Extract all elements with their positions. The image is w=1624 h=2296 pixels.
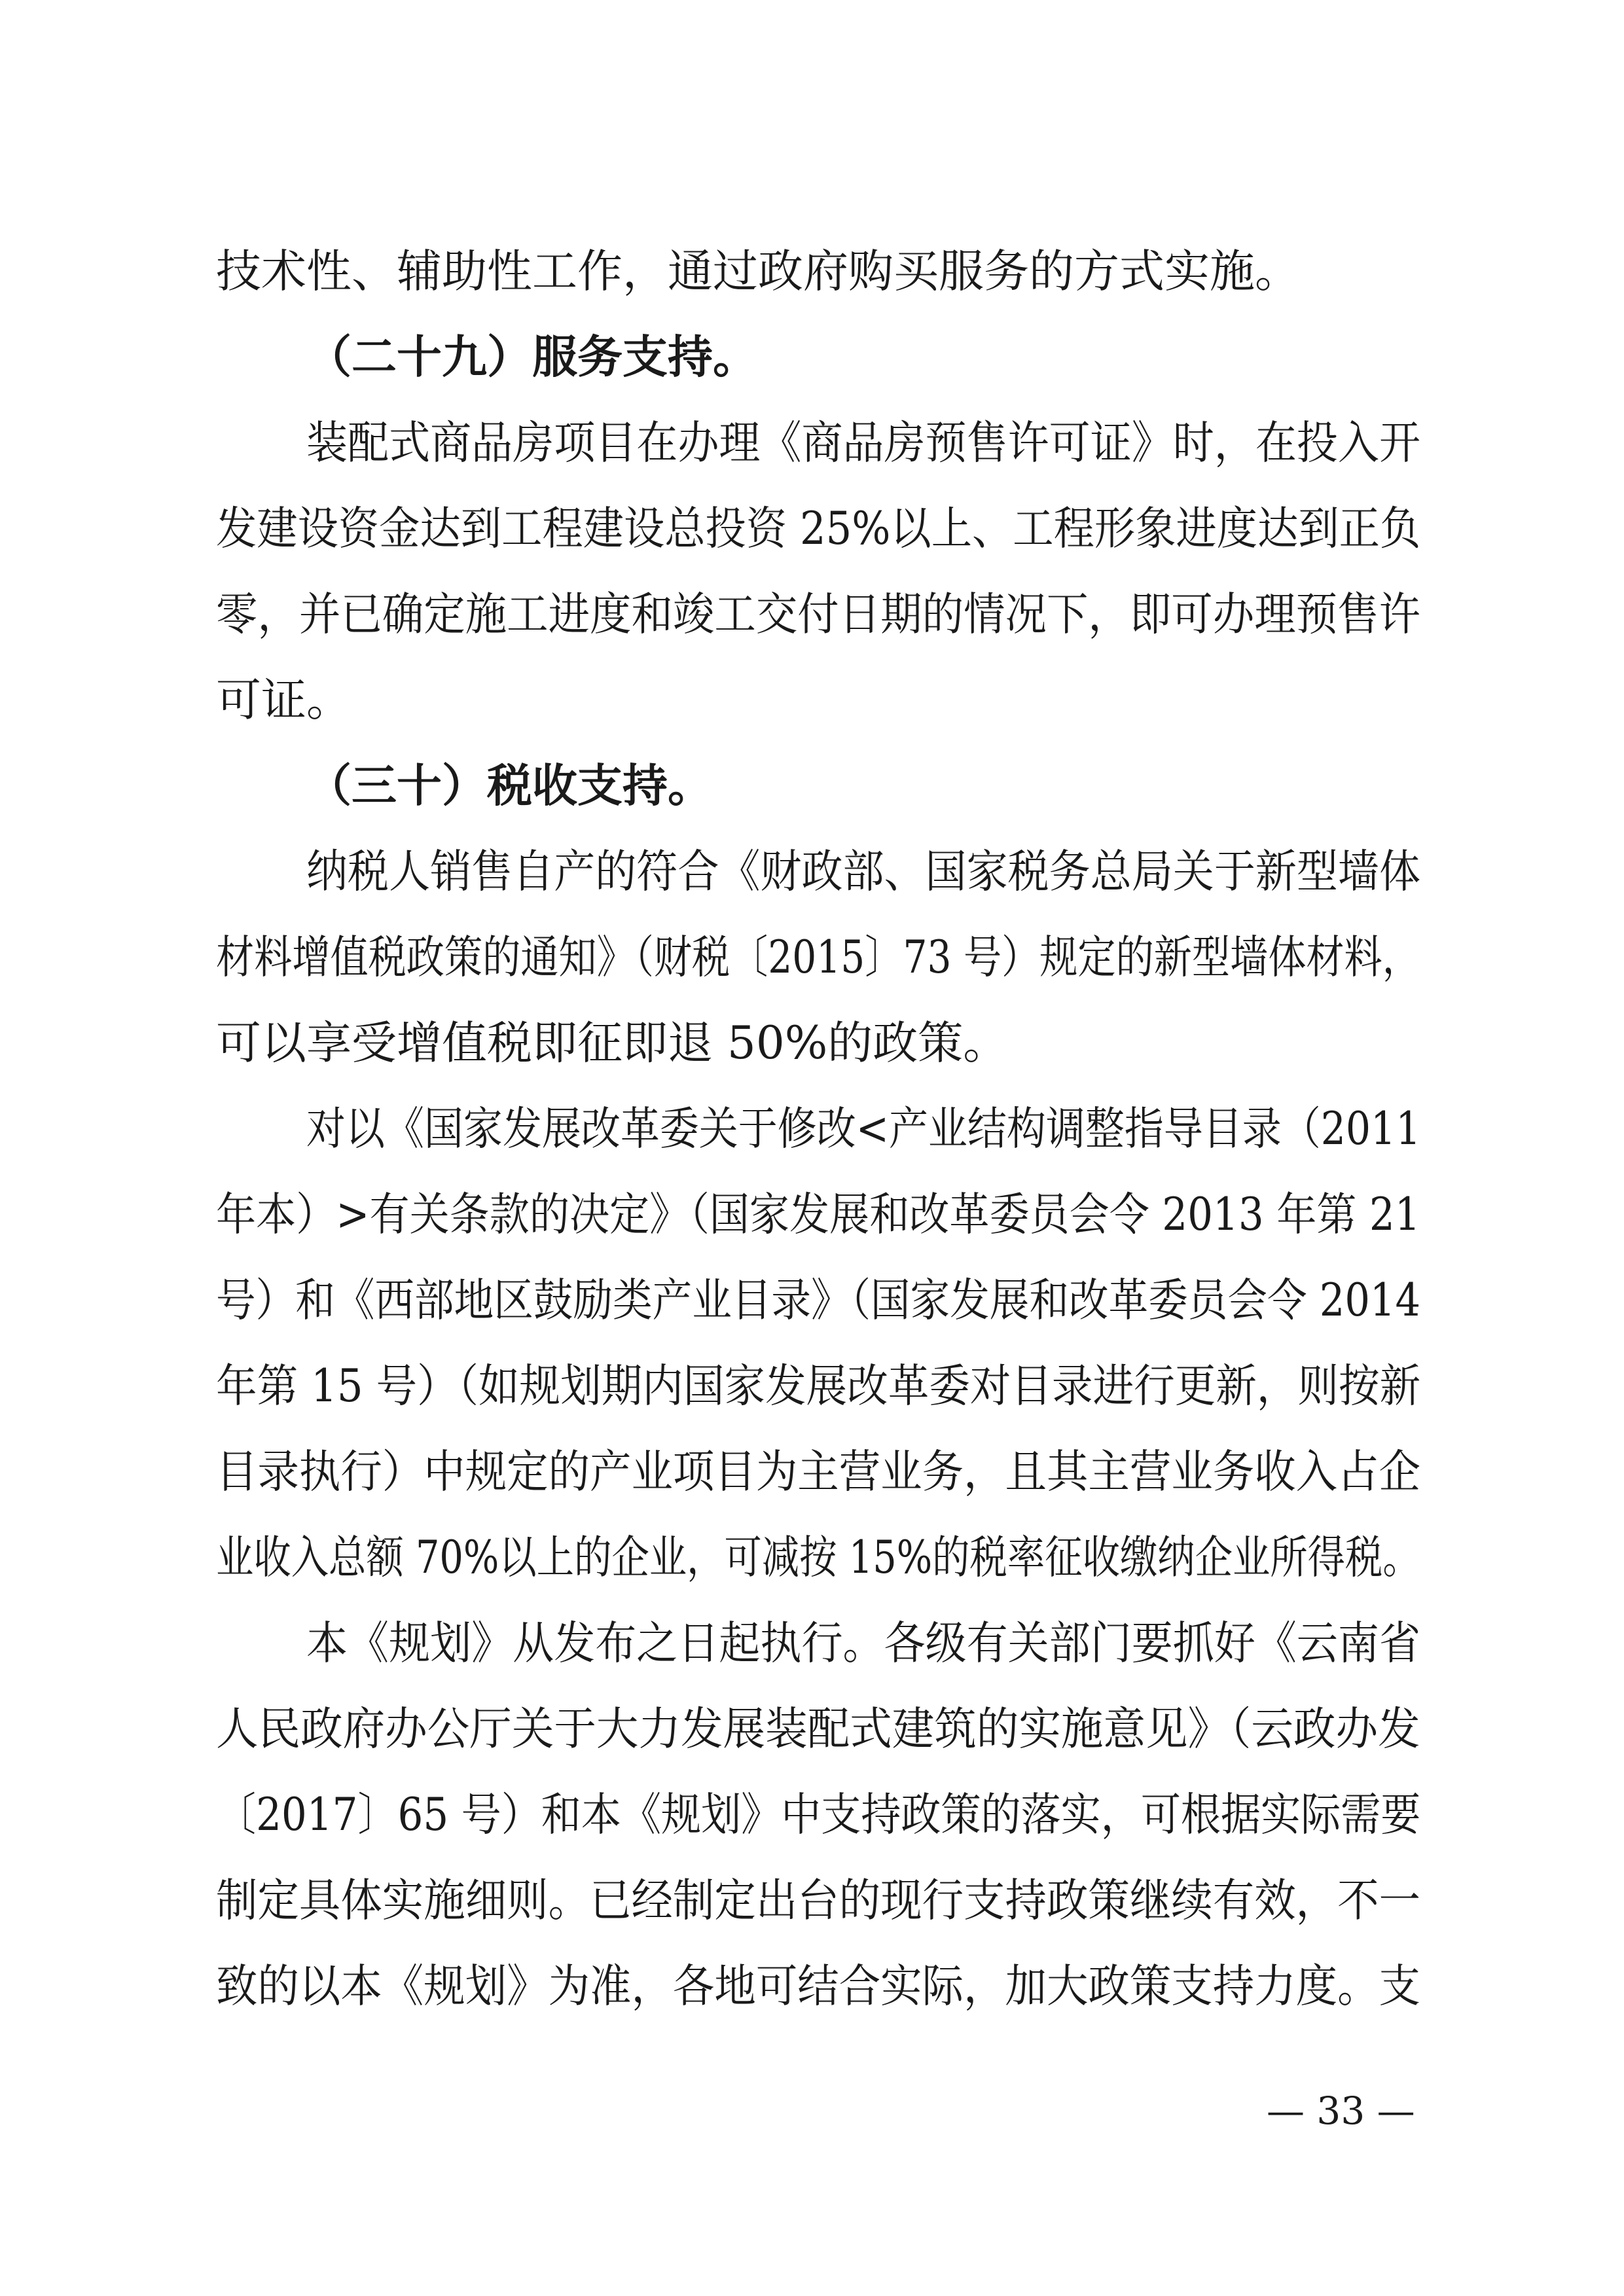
paragraph-line: 目录执行）中规定的产业项目为主营业务，且其主营业务收入占企 [216,1446,1420,1498]
paragraph-line: 零，并已确定施工进度和竣工交付日期的情况下，即可办理预售许 [216,588,1420,641]
paragraph-line: 材料增值税政策的通知》（财税〔2015〕73 号）规定的新型墙体材料， [216,931,1420,984]
paragraph-line: 本《规划》从发布之日起执行。各级有关部门要抓好《云南省 [306,1617,1420,1670]
section-heading: （三十）税收支持。 [306,759,713,812]
page-number: — 33 — [1267,2089,1415,2133]
section-heading: （二十九）服务支持。 [306,331,758,384]
paragraph-line: 可证。 [216,674,352,726]
paragraph-line: 年第 15 号）（如规划期内国家发展改革委对目录进行更新，则按新 [216,1360,1421,1412]
paragraph-line: 可以享受增值税即征即退 50%的政策。 [216,1017,1009,1069]
paragraph-line: 号）和《西部地区鼓励类产业目录》（国家发展和改革委员会令 2014 [216,1274,1421,1327]
paragraph-line: 纳税人销售自产的符合《财政部、国家税务总局关于新型墙体 [306,846,1420,898]
paragraph-line: 人民政府办公厅关于大力发展装配式建筑的实施意见》（云政办发 [216,1703,1420,1755]
paragraph-line: 业收入总额 70%以上的企业，可减按 15%的税率征收缴纳企业所得税。 [216,1532,1420,1584]
paragraph-line: 致的以本《规划》为准，各地可结合实际，加大政策支持力度。支 [216,1960,1420,2013]
paragraph-line: 技术性、辅助性工作，通过政府购买服务的方式实施。 [216,245,1300,298]
paragraph-line: 发建设资金达到工程建设总投资 25%以上、工程形象进度达到正负 [216,503,1421,555]
paragraph-line: 对以《国家发展改革委关于修改<产业结构调整指导目录（2011 [306,1103,1421,1155]
paragraph-line: 制定具体实施细则。已经制定出台的现行支持政策继续有效，不一 [216,1874,1420,1927]
paragraph-line: 〔2017〕65 号）和本《规划》中支持政策的落实，可根据实际需要 [216,1789,1421,1841]
paragraph-line: 年本）>有关条款的决定》（国家发展和改革委员会令 2013 年第 21 [216,1189,1420,1241]
paragraph-line: 装配式商品房项目在办理《商品房预售许可证》时，在投入开 [306,417,1420,469]
